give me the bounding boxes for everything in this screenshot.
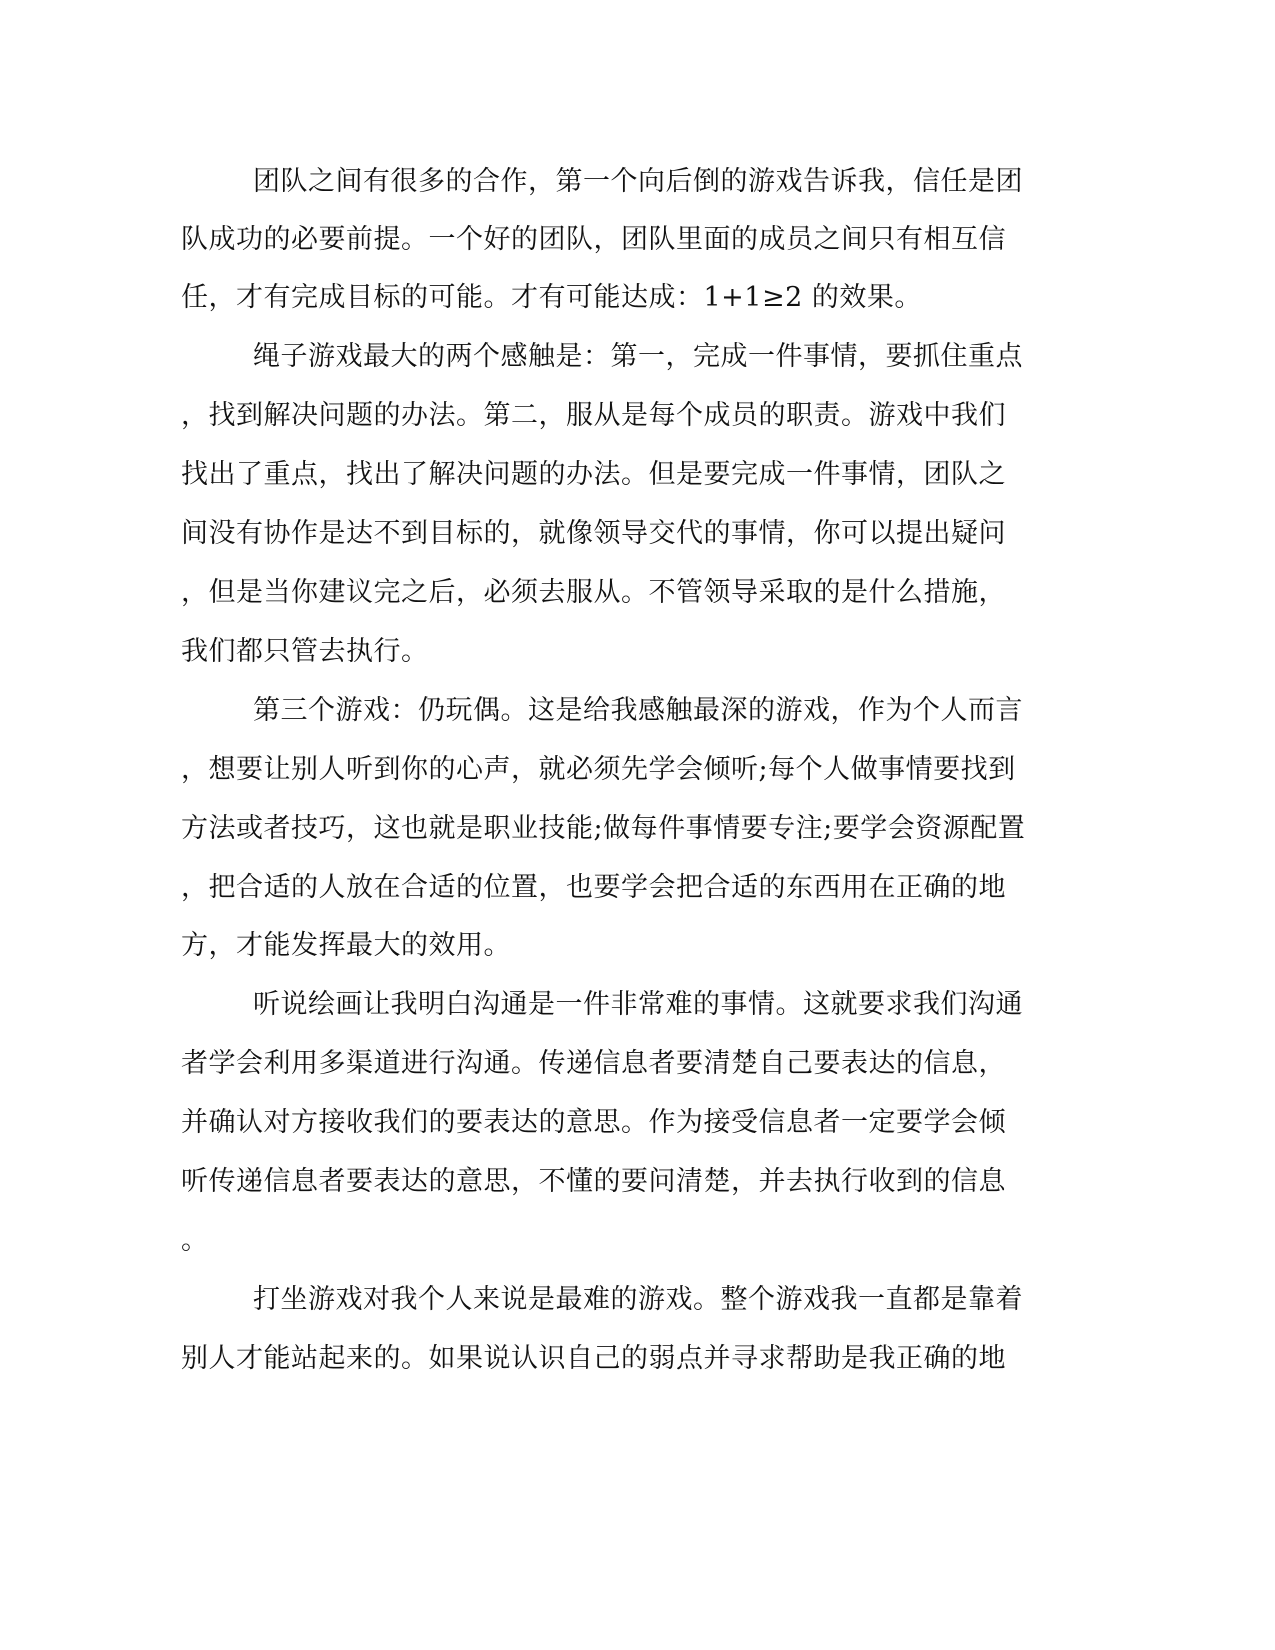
text-line: 听传递信息者要表达的意思，不懂的要问清楚，并去执行收到的信息 <box>181 1166 1006 1197</box>
text-line: 别人才能站起来的。如果说认识自己的弱点并寻求帮助是我正确的地 <box>181 1343 1006 1374</box>
text-line: 间没有协作是达不到目标的，就像领导交代的事情，你可以提出疑问 <box>181 518 1006 549</box>
text-line: 任，才有完成目标的可能。才有可能达成：1+1≥2 的效果。 <box>181 282 922 313</box>
text-line: 者学会利用多渠道进行沟通。传递信息者要清楚自己要表达的信息， <box>181 1048 1006 1079</box>
text-line: 团队之间有很多的合作，第一个向后倒的游戏告诉我，信任是团 <box>253 166 1023 197</box>
text-line: 方，才能发挥最大的效用。 <box>181 930 511 961</box>
text-line: 听说绘画让我明白沟通是一件非常难的事情。这就要求我们沟通 <box>253 989 1023 1020</box>
text-line: ，找到解决问题的办法。第二，服从是每个成员的职责。游戏中我们 <box>181 400 1006 431</box>
text-line: 并确认对方接收我们的要表达的意思。作为接受信息者一定要学会倾 <box>181 1107 1006 1138</box>
text-line: 。 <box>181 1225 209 1256</box>
text-line: ，想要让别人听到你的心声，就必须先学会倾听;每个人做事情要找到 <box>181 754 1016 785</box>
text-line: 找出了重点，找出了解决问题的办法。但是要完成一件事情，团队之 <box>181 459 1006 490</box>
text-line: ，把合适的人放在合适的位置，也要学会把合适的东西用在正确的地 <box>181 872 1006 903</box>
text-line: 打坐游戏对我个人来说是最难的游戏。整个游戏我一直都是靠着 <box>253 1284 1023 1315</box>
text-line: 第三个游戏：仍玩偶。这是给我感触最深的游戏，作为个人而言 <box>253 695 1023 726</box>
text-line: 绳子游戏最大的两个感触是：第一，完成一件事情，要抓住重点 <box>253 341 1023 372</box>
text-line: 队成功的必要前提。一个好的团队，团队里面的成员之间只有相互信 <box>181 224 1006 255</box>
text-line: 方法或者技巧，这也就是职业技能;做每件事情要专注;要学会资源配置 <box>181 813 1026 844</box>
text-line: ，但是当你建议完之后，必须去服从。不管领导采取的是什么措施， <box>181 577 1006 608</box>
text-line: 我们都只管去执行。 <box>181 636 429 667</box>
